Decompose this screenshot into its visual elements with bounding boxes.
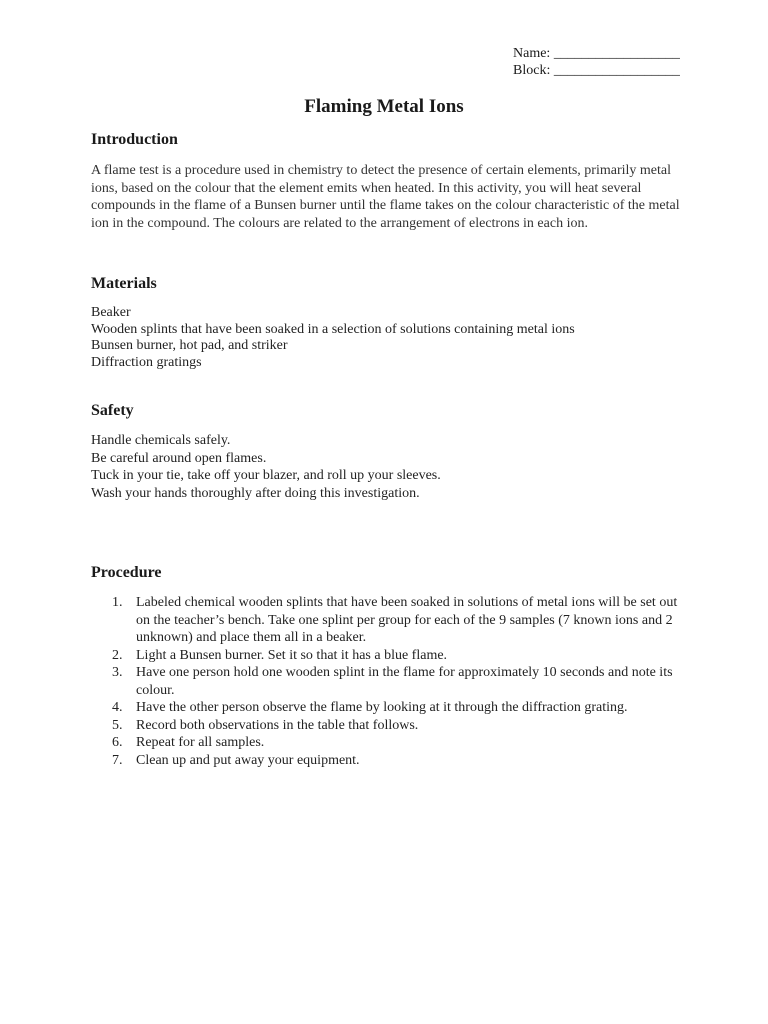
step-text: Repeat for all samples. <box>136 735 265 750</box>
step-number: 5. <box>112 717 123 733</box>
step-number: 7. <box>112 752 123 768</box>
procedure-heading: Procedure <box>91 564 162 581</box>
procedure-step <box>91 752 681 770</box>
safety-list <box>91 432 441 502</box>
procedure-list <box>91 594 681 769</box>
introduction-text: A flame test is a procedure used in chemistry to detect the presence of certain elements, primarily metal ions, based on the colour that the element emits when heated. In this activity, you will heat several compounds in the flame of a Bunsen burner until the flame takes on the colour characteristic of the metal ion in the compound. The colours are related to the arrangement of electrons in each ion. <box>91 163 680 231</box>
step-number: 1. <box>112 595 123 610</box>
step-text: Record both observations in the table that follows. <box>136 717 419 733</box>
safety-heading: Safety <box>91 402 134 419</box>
safety-item: Wash your hands thoroughly after doing this investigation. <box>91 485 420 501</box>
procedure-step <box>91 647 681 665</box>
safety-item: Be careful around open flames. <box>91 450 267 466</box>
materials-item: Bunsen burner, hot pad, and striker <box>91 338 288 354</box>
safety-item: Handle chemicals safely. <box>91 433 231 448</box>
step-text: Have one person hold one wooden splint in the flame for approximately 10 seconds and note its colour. <box>136 665 673 698</box>
step-number: 6. <box>112 735 123 750</box>
materials-item: Diffraction gratings <box>91 354 202 370</box>
student-info-fields <box>513 45 680 79</box>
step-text: Clean up and put away your equipment. <box>136 752 360 768</box>
materials-heading: Materials <box>91 275 157 292</box>
procedure-step <box>91 717 681 735</box>
step-text: Have the other person observe the flame by looking at it through the diffraction grating. <box>136 700 628 715</box>
step-text: Light a Bunsen burner. Set it so that it has a blue flame. <box>136 647 448 663</box>
procedure-step <box>91 594 681 647</box>
materials-item: Beaker <box>91 305 131 320</box>
step-number: 3. <box>112 665 123 680</box>
procedure-step <box>91 699 681 717</box>
safety-item: Tuck in your tie, take off your blazer, and roll up your sleeves. <box>91 468 441 484</box>
document-title: Flaming Metal Ions <box>304 96 464 117</box>
procedure-step <box>91 734 681 752</box>
procedure-step <box>91 664 681 699</box>
step-number: 4. <box>112 700 123 715</box>
materials-list <box>91 305 575 371</box>
block-field: Block: __________________ <box>513 63 680 78</box>
introduction-heading: Introduction <box>91 131 178 148</box>
step-text: Labeled chemical wooden splints that have been soaked in solutions of metal ions will be set out on the teacher’s bench. Take one splint per group for each of the 9 samples (7 known ions and 2 unknown) and place them all in a beaker. <box>136 595 678 645</box>
name-field: Name: __________________ <box>513 46 680 61</box>
step-number: 2. <box>112 647 123 663</box>
materials-item: Wooden splints that have been soaked in a selection of solutions containing metal ions <box>91 321 575 337</box>
